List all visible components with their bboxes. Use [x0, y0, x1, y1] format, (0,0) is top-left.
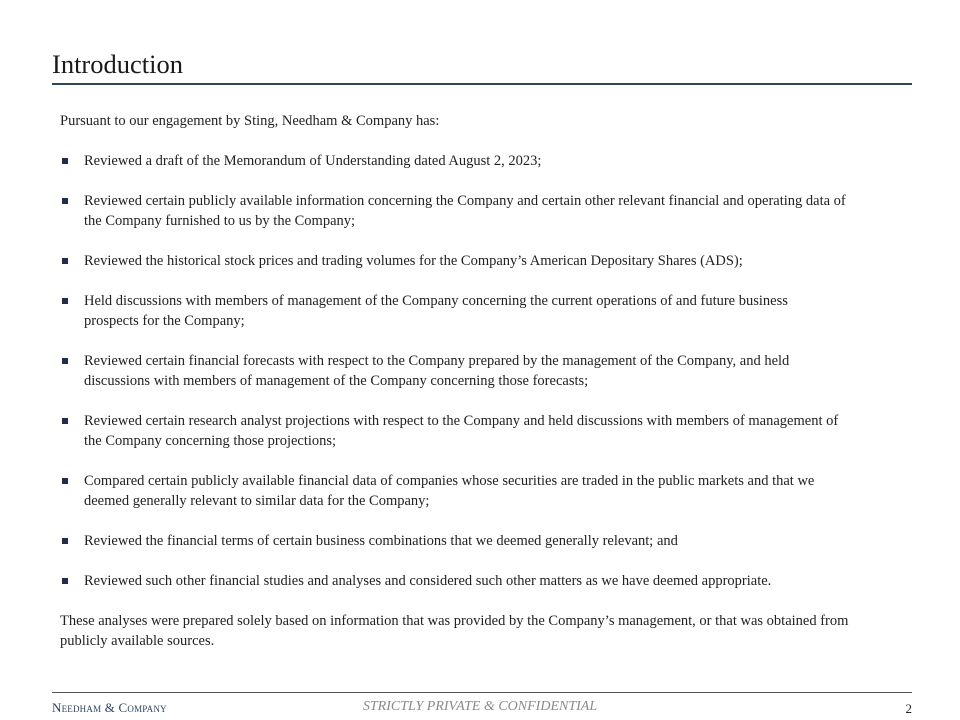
bullet-square-icon	[62, 298, 68, 304]
bullet-square-icon	[62, 478, 68, 484]
bullet-text-line: Reviewed the financial terms of certain business combinations that we deemed generally relevant; and	[84, 533, 678, 549]
intro-text: Pursuant to our engagement by Sting, Needham & Company has:	[60, 113, 440, 129]
bullet-text-line: Compared certain publicly available financial data of companies whose securities are traded in the public markets and that we	[84, 473, 815, 489]
bullet-text-line: deemed generally relevant to similar data for the Company;	[84, 493, 430, 509]
bullet-text-line: the Company furnished to us by the Company;	[84, 213, 356, 229]
bullet-square-icon	[62, 358, 68, 364]
page-number: 2	[905, 701, 912, 716]
bullet-text-line: Reviewed certain financial forecasts with respect to the Company prepared by the management of the Company, and held	[84, 353, 790, 369]
bullet-text-line: the Company concerning those projections;	[84, 433, 337, 449]
slide-body	[60, 111, 920, 651]
footer-divider	[52, 692, 912, 693]
bullet-text-line: Held discussions with members of management of the Company concerning the current operations of and future business	[84, 293, 788, 309]
bullet-text-line: prospects for the Company;	[84, 313, 245, 329]
bullet-item	[60, 571, 920, 591]
bullet-item	[60, 151, 920, 171]
bullet-text-line: Reviewed the historical stock prices and trading volumes for the Company’s American Depositary Shares (ADS);	[84, 253, 743, 269]
bullet-square-icon	[62, 158, 68, 164]
bullet-item	[60, 531, 920, 551]
bullet-list	[60, 151, 920, 591]
bullet-text-line: discussions with members of management of the Company concerning those forecasts;	[84, 373, 589, 389]
title-divider	[52, 83, 912, 85]
bullet-item	[60, 291, 920, 331]
bullet-text-line: Reviewed a draft of the Memorandum of Understanding dated August 2, 2023;	[84, 153, 542, 169]
bullet-square-icon	[62, 578, 68, 584]
bullet-square-icon	[62, 538, 68, 544]
bullet-item	[60, 351, 920, 391]
confidentiality-notice: STRICTLY PRIVATE & CONFIDENTIAL	[362, 699, 598, 714]
closing-text-line: publicly available sources.	[60, 633, 215, 649]
bullet-square-icon	[62, 418, 68, 424]
footer-firm-name: Needham & Company	[52, 700, 167, 715]
bullet-item	[60, 471, 920, 511]
bullet-text-line: Reviewed such other financial studies and analyses and considered such other matters as we have deemed appropriate.	[84, 573, 772, 589]
bullet-text-line: Reviewed certain publicly available information concerning the Company and certain other relevant financial and operating data of	[84, 193, 846, 209]
bullet-item	[60, 411, 920, 451]
bullet-item	[60, 251, 920, 271]
bullet-square-icon	[62, 198, 68, 204]
page-title: Introduction	[52, 49, 183, 79]
closing-text-line: These analyses were prepared solely based on information that was provided by the Company’s management, or that was obtained from	[60, 613, 849, 629]
bullet-item	[60, 191, 920, 231]
bullet-text-line: Reviewed certain research analyst projections with respect to the Company and held discussions with members of management of	[84, 413, 839, 429]
closing-text	[60, 611, 920, 651]
bullet-square-icon	[62, 258, 68, 264]
